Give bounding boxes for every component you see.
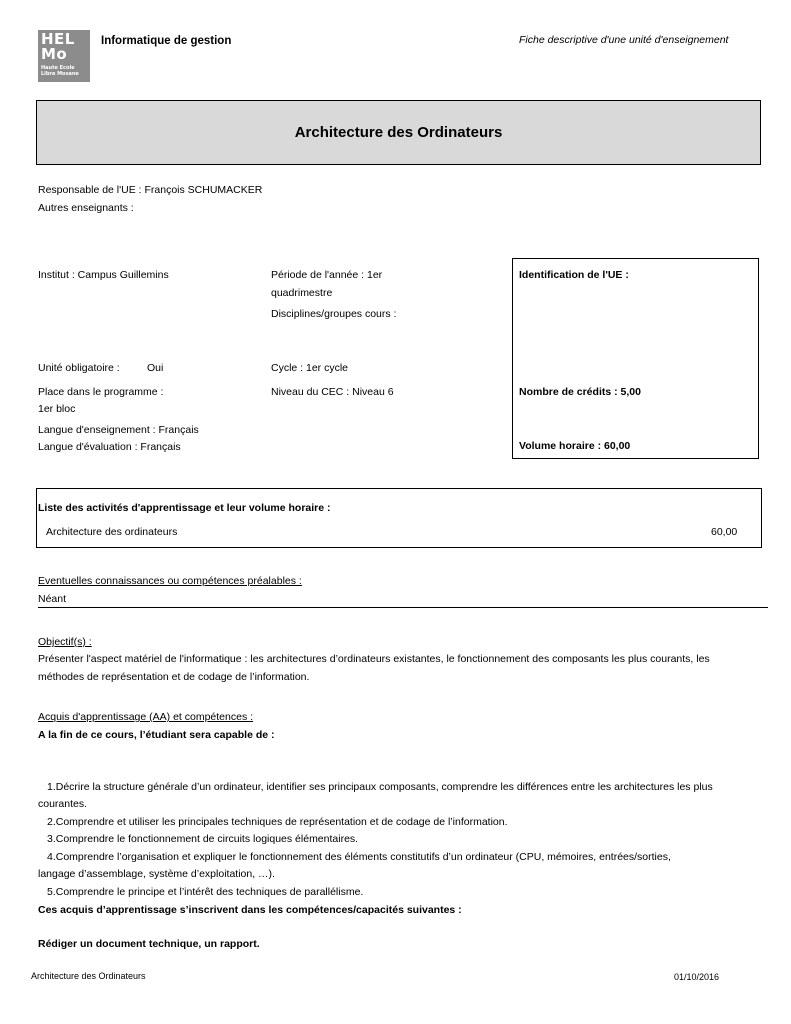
acquis-item-5: 5.Comprendre le principe et l’intérêt des techniques de parallélisme. [47, 886, 364, 898]
acquis-item-4: 4.Comprendre l’organisation et expliquer le fonctionnement des éléments constitutifs d’un ordinateur (CPU, mémoires, entrées/sorties, [47, 851, 671, 863]
logo-subtext-2: Libre Mosane [41, 71, 79, 77]
activities-box [36, 488, 762, 548]
acquis-item-1: 1.Décrire la structure générale d’un ordinateur, identifier ses principaux composants, comprendre les différences entre les architectures les plus [47, 781, 713, 793]
logo-text-1: HEL [41, 30, 75, 48]
objectifs-line-1: Présenter l'aspect matériel de l'informatique : les architectures d’ordinateurs existantes, le fonctionnement des composants les plus courants, les [38, 653, 710, 665]
acquis-intro: A la fin de ce cours, l’étudiant sera capable de : [38, 729, 275, 741]
footer-left: Architecture des Ordinateurs [31, 971, 146, 981]
acquis-item-3: 3.Comprendre le fonctionnement de circuits logiques élémentaires. [47, 833, 359, 845]
prerequis-value: Néant [38, 593, 67, 605]
identification-title: Identification de l'UE : [519, 269, 629, 281]
langue-evaluation: Langue d'évaluation : Français [38, 441, 181, 453]
responsable-ue: Responsable de l'UE : François SCHUMACKER [38, 184, 263, 196]
program-name: Informatique de gestion [101, 35, 232, 47]
objectifs-line-2: méthodes de représentation et de codage de l’information. [38, 671, 310, 683]
helmo-logo [38, 30, 90, 82]
activities-title: Liste des activités d'apprentissage et leur volume horaire : [38, 502, 331, 514]
competences-intro: Ces acquis d’apprentissage s’inscrivent dans les compétences/capacités suivantes : [38, 904, 462, 916]
competence-1: Rédiger un document technique, un rapport. [38, 938, 260, 950]
activity-name: Architecture des ordinateurs [46, 526, 178, 538]
periode-line-1: Période de l'année : 1er [271, 269, 383, 281]
footer-date: 01/10/2016 [674, 972, 720, 982]
acquis-heading: Acquis d'apprentissage (AA) et compétences : [38, 711, 254, 723]
cycle: Cycle : 1er cycle [271, 362, 349, 374]
unite-obligatoire-value: Oui [147, 362, 164, 374]
autres-enseignants: Autres enseignants : [38, 202, 134, 214]
title-box [36, 100, 761, 165]
niveau-cec: Niveau du CEC : Niveau 6 [271, 386, 394, 398]
objectifs-heading: Objectif(s) : [38, 636, 92, 648]
activity-hours: 60,00 [711, 526, 738, 538]
place-programme-label: Place dans le programme : [38, 386, 164, 398]
place-programme-value: 1er bloc [38, 403, 76, 415]
acquis-item-2: 2.Comprendre et utiliser les principales techniques de représentation et de codage de l’information. [47, 816, 508, 828]
identification-box [512, 258, 759, 459]
periode-line-2: quadrimestre [271, 287, 333, 299]
acquis-item-1-cont: courantes. [38, 798, 88, 810]
acquis-item-4-cont: langage d’assemblage, système d’exploitation, …). [38, 868, 275, 880]
prerequis-heading: Eventuelles connaissances ou compétences préalables : [38, 575, 302, 587]
volume-horaire: Volume horaire : 60,00 [519, 440, 631, 452]
section-divider [38, 607, 768, 608]
langue-enseignement: Langue d'enseignement : Français [38, 424, 199, 436]
unite-obligatoire-label: Unité obligatoire : [38, 362, 120, 374]
nombre-credits: Nombre de crédits : 5,00 [519, 386, 641, 398]
logo-subtext-1: Haute Ecole [41, 65, 75, 71]
disciplines: Disciplines/groupes cours : [271, 308, 397, 320]
document-type: Fiche descriptive d'une unité d'enseignement [519, 34, 729, 46]
logo-text-2: Mo [41, 45, 68, 63]
institut: Institut : Campus Guillemins [38, 269, 169, 281]
page-title: Architecture des Ordinateurs [294, 124, 503, 141]
